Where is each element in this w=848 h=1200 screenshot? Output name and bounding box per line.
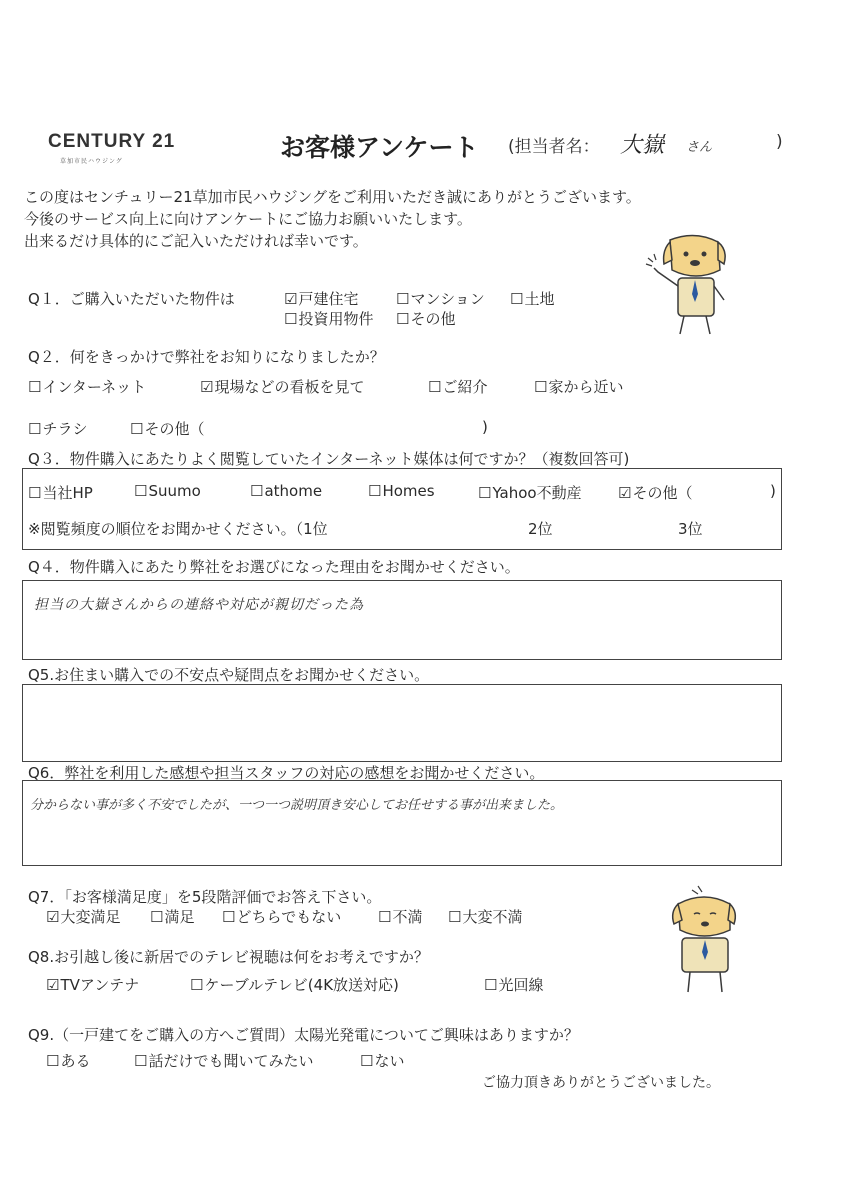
q7-option-dissatisfied[interactable]: ☐ 不満 xyxy=(378,906,422,927)
mascot-dog-standing-icon xyxy=(668,884,742,996)
q2-option-referral[interactable]: ☐ ご紹介 xyxy=(428,376,487,397)
q3-option-company-hp[interactable]: ☐ 当社HP xyxy=(28,482,93,503)
q9-option-yes[interactable]: ☐ ある xyxy=(46,1050,90,1071)
staff-label-close: ) xyxy=(776,132,783,152)
q9-option-no[interactable]: ☐ ない xyxy=(360,1050,404,1071)
q9-question: Q9.（一戸建てをご購入の方へご質問）太陽光発電についてご興味はありますか？ xyxy=(28,1026,579,1044)
q8-option-fiber[interactable]: ☐ 光回線 xyxy=(484,974,543,995)
q3-option-suumo[interactable]: ☐ Suumo xyxy=(134,482,201,500)
q2-other-close: ) xyxy=(482,418,488,436)
q2-option-flyer[interactable]: ☐ チラシ xyxy=(28,418,87,439)
q8-question: Q8.お引越し後に新居でのテレビ視聴は何をお考えですか？ xyxy=(28,948,429,966)
q3-other-close: ) xyxy=(770,482,776,500)
q8-option-tv-antenna[interactable]: ☑ TVアンテナ xyxy=(46,974,139,995)
q1-option-land[interactable]: ☐ 土地 xyxy=(510,288,554,309)
q5-answer-box[interactable] xyxy=(22,684,782,762)
q4-answer-box[interactable] xyxy=(22,580,782,660)
q7-option-satisfied[interactable]: ☐ 満足 xyxy=(150,906,194,927)
q1-option-investment[interactable]: ☐ 投資用物件 xyxy=(284,308,373,329)
q3-rank-note: ※閲覧頻度の順位をお聞かせください。（1位 xyxy=(28,520,328,538)
staff-label: (担当者名： xyxy=(508,137,600,157)
q8-option-cable-tv[interactable]: ☐ ケーブルテレビ(4K放送対応) xyxy=(190,974,399,995)
q1-option-other[interactable]: ☐ その他 xyxy=(396,308,455,329)
q3-option-yahoo[interactable]: ☐ Yahoo不動産 xyxy=(478,482,582,503)
intro-line-3: 出来るだけ具体的にご記入いただければ幸いです。 xyxy=(24,232,368,250)
q7-question: Q7．「お客様満足度」を5段階評価でお答え下さい。 xyxy=(28,888,382,906)
q2-question: Q２．何をきっかけで弊社をお知りになりましたか？ xyxy=(28,348,385,366)
q1-option-condominium[interactable]: ☐ マンション xyxy=(396,288,485,309)
q6-answer-box[interactable] xyxy=(22,780,782,866)
q5-question: Q5.お住まい購入での不安点や疑問点をお聞かせください。 xyxy=(28,666,430,684)
company-logo: CENTURY 21 xyxy=(48,131,176,152)
q7-option-very-satisfied[interactable]: ☑ 大変満足 xyxy=(46,906,120,927)
page-title: お客様アンケート xyxy=(280,133,479,162)
q3-option-homes[interactable]: ☐ Homes xyxy=(368,482,435,500)
staff-name-suffix: さん xyxy=(686,140,713,155)
q2-option-signboard[interactable]: ☑ 現場などの看板を見て xyxy=(200,376,364,397)
q4-question: Q４．物件購入にあたり弊社をお選びになった理由をお聞かせください。 xyxy=(28,558,520,576)
q2-option-other[interactable]: ☐ その他（ xyxy=(130,418,204,439)
thank-you-message: ご協力頂きありがとうございました。 xyxy=(482,1075,720,1091)
q1-option-detached-house[interactable]: ☑ 戸建住宅 xyxy=(284,288,358,309)
q9-option-want-to-hear[interactable]: ☐ 話だけでも聞いてみたい xyxy=(134,1050,313,1071)
q2-option-internet[interactable]: ☐ インターネット xyxy=(28,376,146,397)
q3-option-other[interactable]: ☑ その他（ xyxy=(618,482,692,503)
intro-line-2: 今後のサービス向上に向けアンケートにご協力お願いいたします。 xyxy=(24,210,472,228)
staff-name-handwritten: 大嶽 xyxy=(620,133,665,158)
q6-question: Q6．弊社を利用した感想や担当スタッフの対応の感想をお聞かせください。 xyxy=(28,764,545,782)
q1-question: Q１．ご購入いただいた物件は xyxy=(28,290,235,308)
q3-rank-2: 2位 xyxy=(528,520,553,538)
q3-question: Q３．物件購入にあたりよく閲覧していたインターネット媒体は何ですか？（複数回答可) xyxy=(28,450,630,468)
q4-answer-handwritten: 担当の大嶽さんからの連絡や対応が親切だった為 xyxy=(34,597,364,613)
q3-rank-3: 3位 xyxy=(678,520,703,538)
mascot-dog-pointing-icon xyxy=(640,230,740,340)
q6-answer-handwritten: 分からない事が多く不安でしたが、一つ一つ説明頂き安心してお任せする事が出来ました。 xyxy=(30,798,564,813)
q3-option-athome[interactable]: ☐ athome xyxy=(250,482,322,500)
q7-option-neutral[interactable]: ☐ どちらでもない xyxy=(222,906,341,927)
company-logo-subtitle: 草加市民ハウジング xyxy=(60,158,123,165)
intro-line-1: この度はセンチュリー21草加市民ハウジングをご利用いただき誠にありがとうございます。 xyxy=(24,188,641,206)
q2-option-near-home[interactable]: ☐ 家から近い xyxy=(534,376,623,397)
q7-option-very-dissatisfied[interactable]: ☐ 大変不満 xyxy=(448,906,522,927)
